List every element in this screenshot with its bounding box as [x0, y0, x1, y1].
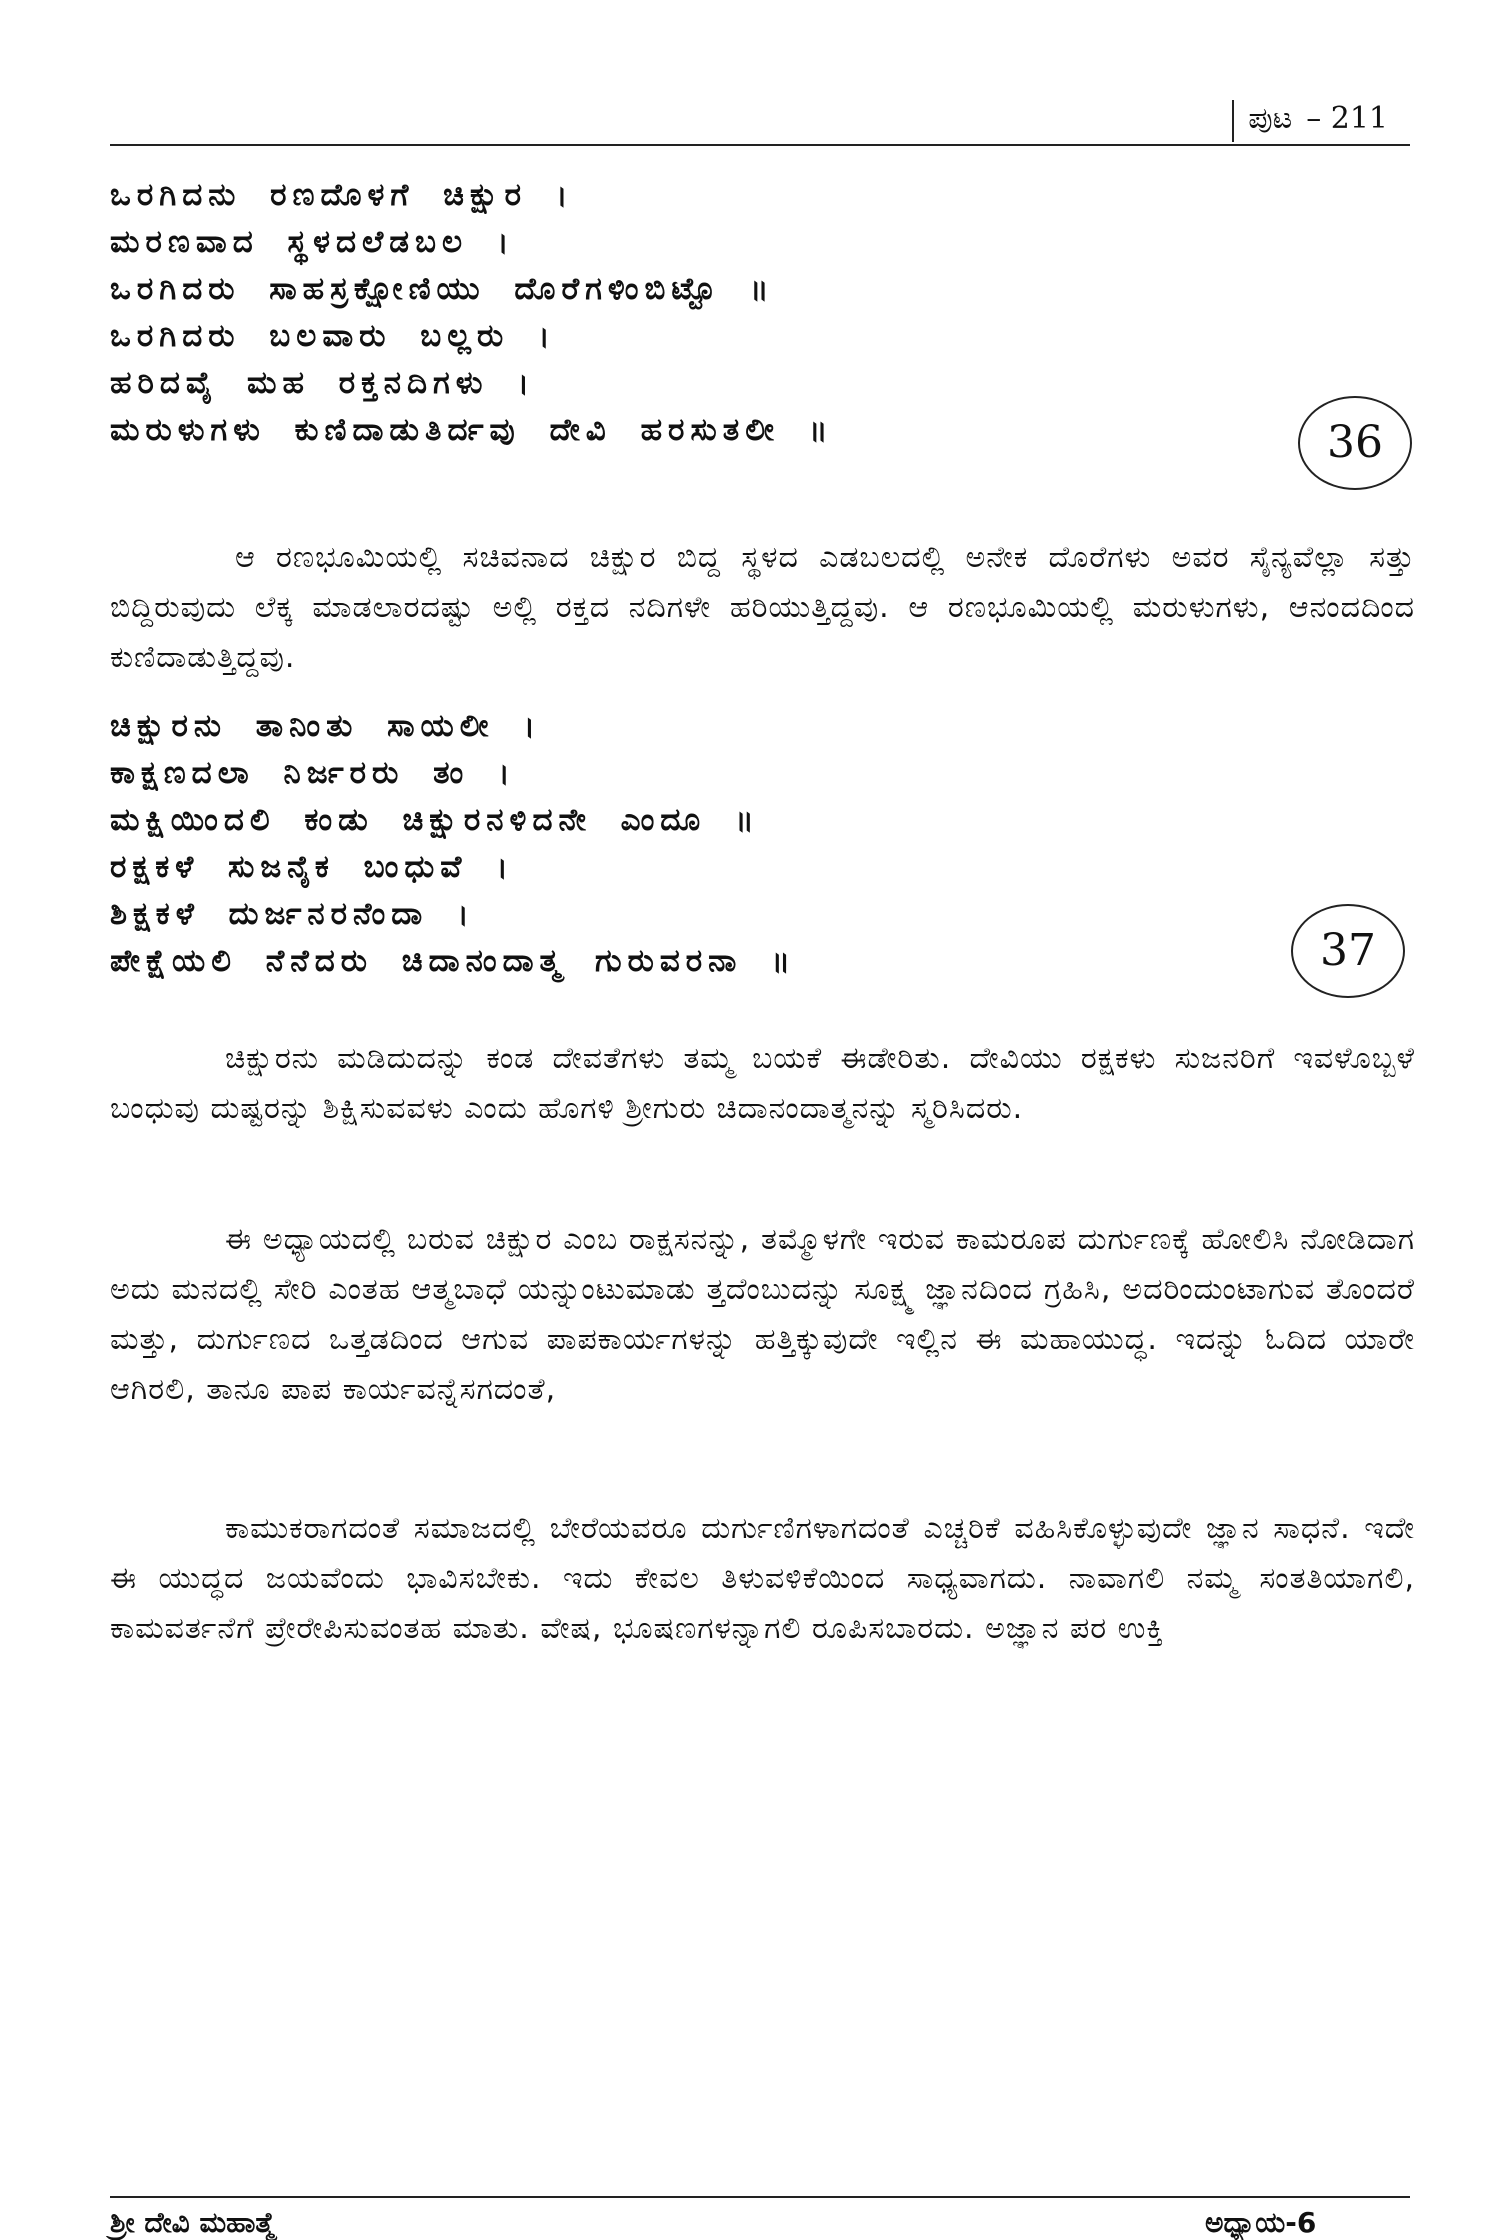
- verse-line: ಚಿಕ್ಷುರನು ತಾನಿಂತು ಸಾಯಲೀ ।: [110, 708, 542, 744]
- verse-line: ಮರಣವಾದ ಸ್ಥಳದಲೆಡಬಲ ।: [110, 224, 515, 260]
- paragraph-1: ಆ ರಣಭೂಮಿಯಲ್ಲಿ ಸಚಿವನಾದ ಚಿಕ್ಷುರ ಬಿದ್ದ ಸ್ಥಳದ ಎಡಬಲದಲ್ಲಿ ಅನೇಕ ದೊರೆಗಳು ಅವರ ಸೈನ್ಯವೆಲ್ಲಾ ಸತ್ತು ಬಿದ್ದಿರುವುದು ಲೆಕ್ಕ ಮಾಡಲಾರದಷ್ಟು ಅಲ್ಲಿ ರಕ್ತದ ನದಿಗಳೇ ಹರಿಯುತ್ತಿದ್ದವು. ಆ ರಣಭೂಮಿಯಲ್ಲಿ ಮರುಳುಗಳು, ಆನಂದದಿಂದ ಕುಣಿದಾಡುತ್ತಿದ್ದವು.: [110, 540, 1415, 675]
- verse-number-37: 37: [1291, 904, 1405, 998]
- paragraph-4: ಕಾಮುಕರಾಗದಂತೆ ಸಮಾಜದಲ್ಲಿ ಬೇರೆಯವರೂ ದುರ್ಗುಣಿಗಳಾಗದಂತೆ ಎಚ್ಚರಿಕೆ ವಹಿಸಿಕೊಳ್ಳುವುದೇ ಜ್ಞಾನ ಸಾಧನೆ. ಇದೇ ಈ ಯುದ್ಧದ ಜಯವೆಂದು ಭಾವಿಸಬೇಕು. ಇದು ಕೇವಲ ತಿಳುವಳಿಕೆಯಿಂದ ಸಾಧ್ಯವಾಗದು. ನಾವಾಗಲಿ ನಮ್ಮ ಸಂತತಿಯಾಗಲಿ, ಕಾಮವರ್ತನೆಗೆ ಪ್ರೇರೇಪಿಸುವಂತಹ ಮಾತು. ವೇಷ, ಭೂಷಣಗಳನ್ನಾಗಲಿ ರೂಪಿಸಬಾರದು. ಅಜ್ಞಾನ ಪರ ಉಕ್ತಿ: [110, 1511, 1415, 1646]
- verse-line: ಶಿಕ್ಷಕಳೆ ದುರ್ಜನರನೆಂದಾ ।: [110, 896, 475, 932]
- paragraph-2: ಚಿಕ್ಷುರನು ಮಡಿದುದನ್ನು ಕಂಡ ದೇವತೆಗಳು ತಮ್ಮ ಬಯಕೆ ಈಡೇರಿತು. ದೇವಿಯು ರಕ್ಷಕಳು ಸುಜನರಿಗೆ ಇವಳೊಬ್ಬಳೆ ಬಂಧುವು ದುಷ್ಟರನ್ನು ಶಿಕ್ಷಿಸುವವಳು ಎಂದು ಹೊಗಳಿ ಶ್ರೀಗುರು ಚಿದಾನಂದಾತ್ಮನನ್ನು ಸ್ಮರಿಸಿದರು.: [110, 1041, 1415, 1126]
- page-header: [110, 96, 1410, 146]
- verse-line: ರಕ್ಷಕಳೆ ಸುಜನೈಕ ಬಂಧುವೆ ।: [110, 849, 514, 885]
- verse-number-36: 36: [1298, 396, 1412, 490]
- verse-line: ಮರುಳುಗಳು ಕುಣಿದಾಡುತಿರ್ದವು ದೇವಿ ಹರಸುತಲೀ ॥: [110, 412, 834, 448]
- footer-rule: [110, 2196, 1410, 2198]
- verse-line: ಕಾಕ್ಷಣದಲಾ ನಿರ್ಜರರು ತಂ ।: [110, 755, 516, 791]
- page-number-value: – 211: [1306, 101, 1388, 136]
- verse-37: [110, 703, 1210, 985]
- page-label: ಪುಟ: [1248, 101, 1293, 136]
- page-number: [1232, 100, 1388, 142]
- verse-line: ಮಕ್ಷಿಯಿಂದಲಿ ಕಂಡು ಚಿಕ್ಷುರನಳಿದನೇ ಎಂದೂ ॥: [110, 802, 760, 838]
- footer-chapter: ಅಧ್ಯಾಯ-6: [1205, 2206, 1317, 2239]
- verse-line: ಪೇಕ್ಷೆಯಲಿ ನೆನೆದರು ಚಿದಾನಂದಾತ್ಮ ಗುರುವರನಾ ॥: [110, 943, 797, 979]
- footer-book-title: ಶ್ರೀ ದೇವಿ ಮಹಾತ್ಮೆ: [110, 2206, 276, 2239]
- verse-line: ಒರಗಿದರು ಬಲವಾರು ಬಲ್ಲರು ।: [110, 318, 556, 354]
- paragraph-3: ಈ ಅಧ್ಯಾಯದಲ್ಲಿ ಬರುವ ಚಿಕ್ಷುರ ಎಂಬ ರಾಕ್ಷಸನನ್ನು, ತಮ್ಮೊಳಗೇ ಇರುವ ಕಾಮರೂಪ ದುರ್ಗುಣಕ್ಕೆ ಹೋಲಿಸಿ ನೋಡಿದಾಗ ಅದು ಮನದಲ್ಲಿ ಸೇರಿ ಎಂತಹ ಆತ್ಮಬಾಧೆ ಯನ್ನುಂಟುಮಾಡು ತ್ತದೆಂಬುದನ್ನು ಸೂಕ್ಷ್ಮ ಜ್ಞಾನದಿಂದ ಗ್ರಹಿಸಿ, ಅದರಿಂದುಂಟಾಗುವ ತೊಂದರೆ ಮತ್ತು, ದುರ್ಗುಣದ ಒತ್ತಡದಿಂದ ಆಗುವ ಪಾಪಕಾರ್ಯಗಳನ್ನು ಹತ್ತಿಕ್ಕುವುದೇ ಇಲ್ಲಿನ ಈ ಮಹಾಯುದ್ಧ. ಇದನ್ನು ಓದಿದ ಯಾರೇ ಆಗಿರಲಿ, ತಾನೂ ಪಾಪ ಕಾರ್ಯವನ್ನೆಸಗದಂತೆ,: [110, 1222, 1415, 1407]
- verse-line: ಹರಿದವೈ ಮಹ ರಕ್ತನದಿಗಳು ।: [110, 365, 536, 401]
- verse-36: [110, 172, 1210, 454]
- verse-line: ಒರಗಿದನು ರಣದೊಳಗೆ ಚಿಕ್ಷುರ ।: [110, 177, 574, 213]
- verse-line: ಒರಗಿದರು ಸಾಹಸ್ರಕ್ಷೋಣಿಯು ದೊರೆಗಳಿಂಬಿಟ್ಟೊ ॥: [110, 271, 775, 307]
